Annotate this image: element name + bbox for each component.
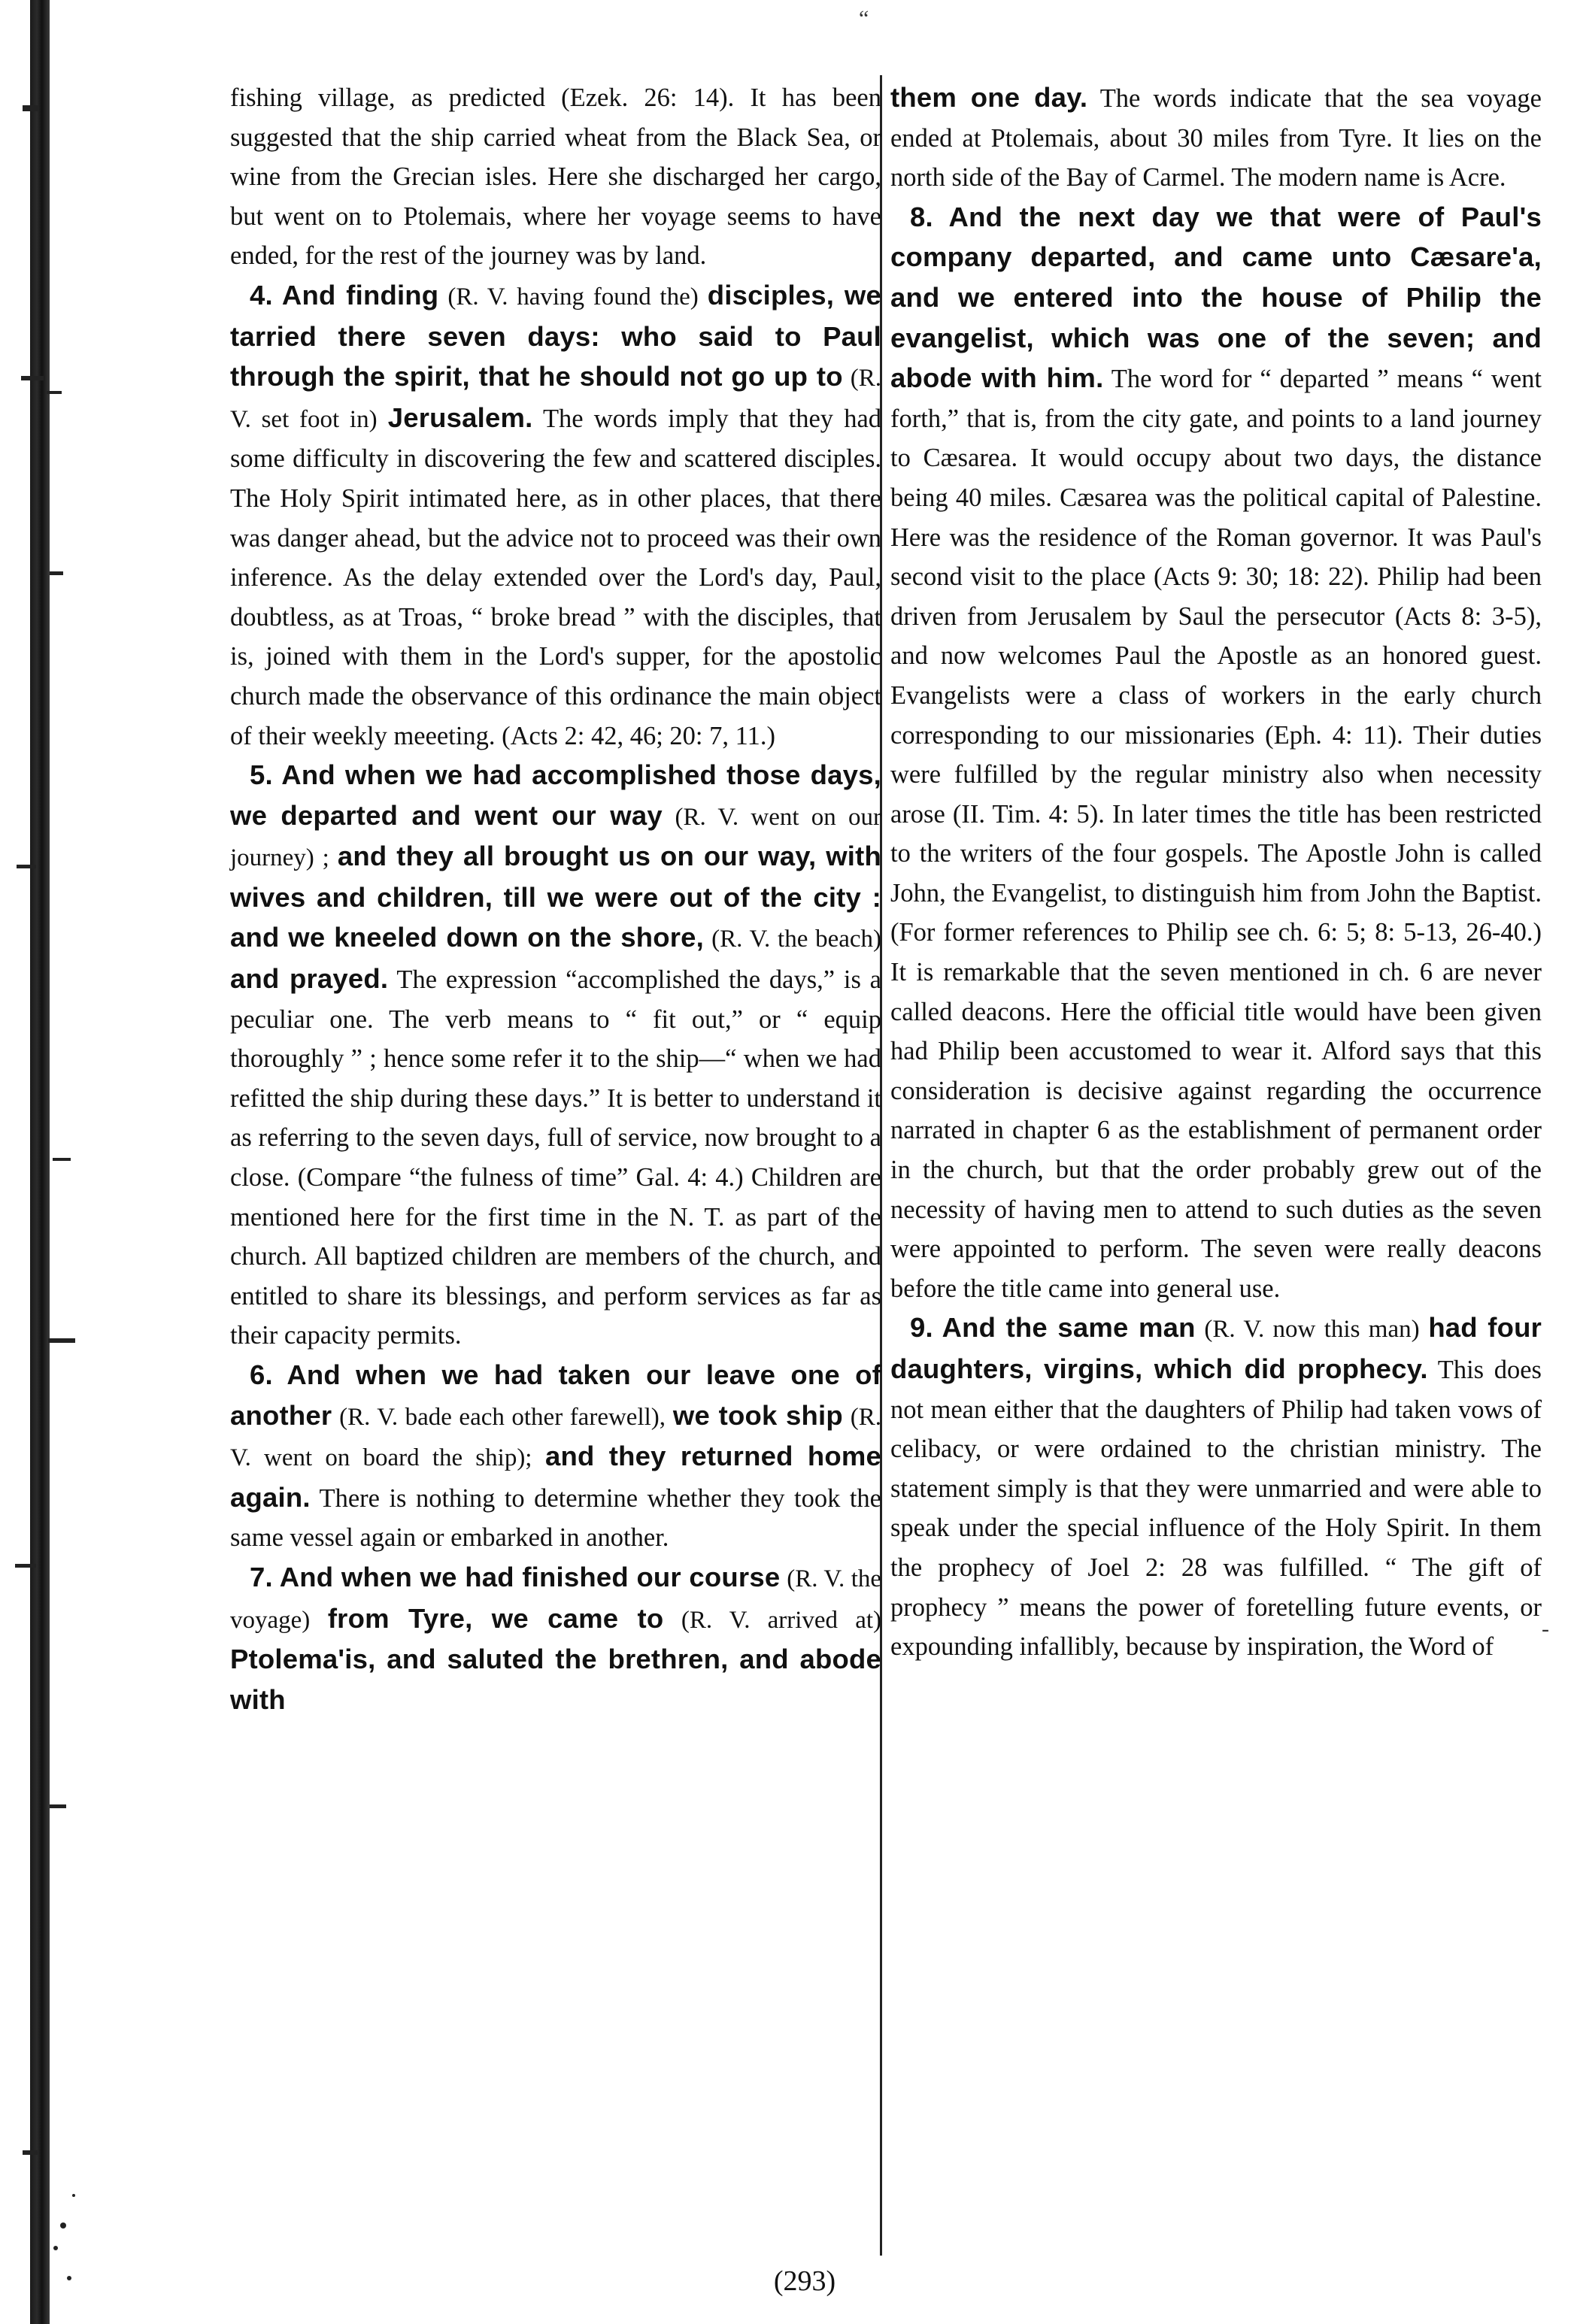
- scripture-text: And when we had taken our leave one of another: [230, 1359, 881, 1431]
- stray-mark: “: [859, 6, 869, 31]
- commentary-paragraph: [890, 78, 1542, 198]
- scripture-text: And the same man: [942, 1312, 1196, 1344]
- verse-number: 9.: [910, 1312, 933, 1344]
- scripture-text: and prayed.: [230, 963, 389, 995]
- verse-paragraph: [230, 1558, 881, 1720]
- scripture-text: and they all brought us on our way, with wives and children, till we were out of the city : and we kneeled down on the shore,: [230, 841, 882, 953]
- revised-version-note: (R. V. went on board the ship);: [230, 1403, 882, 1472]
- commentary-text: This does not mean either that the daughters of Philip had taken vows of celibacy, or were ordained to the christian ministry. The statement simply is that they were unmarried and were able to speak under the special influence of the Holy Spirit. In them the prophecy of Joel 2: 28 was fulfilled. “ The gift of prophecy ” means the power of foretelling future events, or expounding infallibly, because by inspiration, the Word of: [890, 1356, 1542, 1662]
- commentary-text: fishing village, as predicted (Ezek. 26: 14). It has been suggested that the ship carried wheat from the Black Sea, or wine from the Grecian isles. Here she discharged her cargo, but went on to Ptolemais, where her voyage seems to have ended, for the rest of the journey was by land.: [230, 83, 881, 271]
- scripture-text: and they returned home again.: [230, 1441, 881, 1513]
- verse-paragraph: [230, 756, 881, 1356]
- verse-paragraph: [890, 198, 1542, 1309]
- stray-mark: -: [1542, 1616, 1549, 1641]
- verse-paragraph: [890, 1308, 1542, 1666]
- revised-version-note: (R. V. now this man): [1204, 1316, 1420, 1344]
- scripture-text: them one day.: [890, 82, 1088, 113]
- commentary-text: The words indicate that the sea voyage ended at Ptolemais, about 30 miles from Tyre. It lies on the north side of the Bay of Carmel. The modern name is Acre.: [890, 84, 1542, 192]
- verse-number: 8.: [910, 201, 933, 232]
- right-column: [890, 78, 1542, 1667]
- scan-noise-marks: [0, 0, 83, 2324]
- page-number: (293): [773, 2265, 836, 2297]
- commentary-text: The words imply that they had some difficulty in discovering the few and scattered disciples. The Holy Spirit intimated here, as in other places, that there was danger ahead, but the advice not to proceed was their own inference. As the delay extended over the Lord's day, Paul, doubtless, as at Troas, “ broke bread ” with the disciples, that is, joined with them in the Lord's supper, for the apostolic church made the observance of this ordinance the main object of their weekly meeeting. (Acts 2: 42, 46; 20: 7, 11.): [230, 404, 882, 750]
- scripture-text: And the next day we that were of Paul's company departed, and came unto Cæsare'a, and we entered into the house of Philip the evangelist, which was one of the seven; and abode with him.: [890, 201, 1542, 394]
- revised-version-note: (R. V. set foot in): [230, 365, 882, 433]
- verse-number: 4.: [250, 279, 273, 311]
- revised-version-note: (R. V. having found the): [447, 283, 699, 311]
- scripture-text: from Tyre, we came to: [327, 1602, 664, 1634]
- commentary-paragraph: [230, 78, 881, 276]
- scripture-text: we took ship: [672, 1399, 843, 1431]
- scripture-text: And when we had accomplished those days, we departed and went our way: [230, 759, 881, 831]
- verse-number: 5.: [250, 759, 273, 791]
- left-column: [230, 78, 881, 1720]
- scripture-text: had four daughters, virgins, which did prophecy.: [890, 1312, 1542, 1384]
- scripture-text: disciples, we tarried there seven days: who said to Paul through the spirit, that he should not go up to: [230, 279, 882, 392]
- scripture-text: Jerusalem.: [387, 401, 533, 433]
- revised-version-note: (R. V. bade each other farewell),: [339, 1403, 666, 1431]
- verse-paragraph: [230, 276, 881, 756]
- scripture-text: Ptolema'is, and saluted the brethren, and abode with: [230, 1644, 881, 1715]
- verse-paragraph: [230, 1356, 881, 1558]
- scripture-text: And when we had finished our course: [279, 1561, 781, 1592]
- verse-number: 7.: [250, 1561, 273, 1592]
- revised-version-note: (R. V. went on our journey) ;: [230, 803, 881, 872]
- scripture-text: And finding: [281, 279, 439, 311]
- verse-number: 6.: [250, 1359, 273, 1390]
- revised-version-note: (R. V. the voyage): [230, 1565, 882, 1634]
- revised-version-note: (R. V. the beach): [711, 926, 882, 953]
- commentary-text: The word for “ departed ” means “ went forth,” that is, from the city gate, and points to a land journey to Cæsarea. It would occupy about two days, the distance being 40 miles. Cæsarea was the political capital of Palestine. Here was the residence of the Roman governor. It was Paul's second visit to the place (Acts 9: 30; 18: 22). Philip had been driven from Jerusalem by Saul the persecutor (Acts 8: 3-5), and now welcomes Paul the Apostle as an honored guest. Evangelists were a class of workers in the early church corresponding to our missionaries (Eph. 4: 11). Their duties were fulfilled by the regular ministry also when necessity arose (II. Tim. 4: 5). In later times the title has been restricted to the writers of the four gospels. The Apostle John is called John, the Evangelist, to distinguish him from John the Baptist. (For former references to Philip see ch. 6: 5; 8: 5-13, 26-40.) It is remarkable that the seven mentioned in ch. 6 are never called deacons. Here the official title would have been given had Philip been accustomed to wear it. Alford says that this consideration is decisive against regarding the occurrence narrated in chapter 6 as the establishment of permanent order in the church, but that the order probably grew out of the necessity of having men to attend to such duties as the seven were appointed to perform. The seven were really deacons before the title came into general use.: [890, 365, 1542, 1303]
- commentary-text: There is nothing to determine whether they took the same vessel again or embarked in another.: [230, 1483, 881, 1553]
- revised-version-note: (R. V. arrived at): [681, 1606, 882, 1634]
- commentary-text: The expression “accomplished the days,” is a peculiar one. The verb means to “ fit out,” or “ equip thoroughly ” ; hence some refer it to the ship—“ when we had refitted the ship during these days.” It is better to understand it as referring to the seven days, full of service, now brought to a close. (Compare “the fulness of time” Gal. 4: 4.) Children are mentioned here for the first time in the N. T. as part of the church. All baptized children are members of the church, and entitled to share its blessings, and perform services as far as their capacity permits.: [230, 965, 881, 1350]
